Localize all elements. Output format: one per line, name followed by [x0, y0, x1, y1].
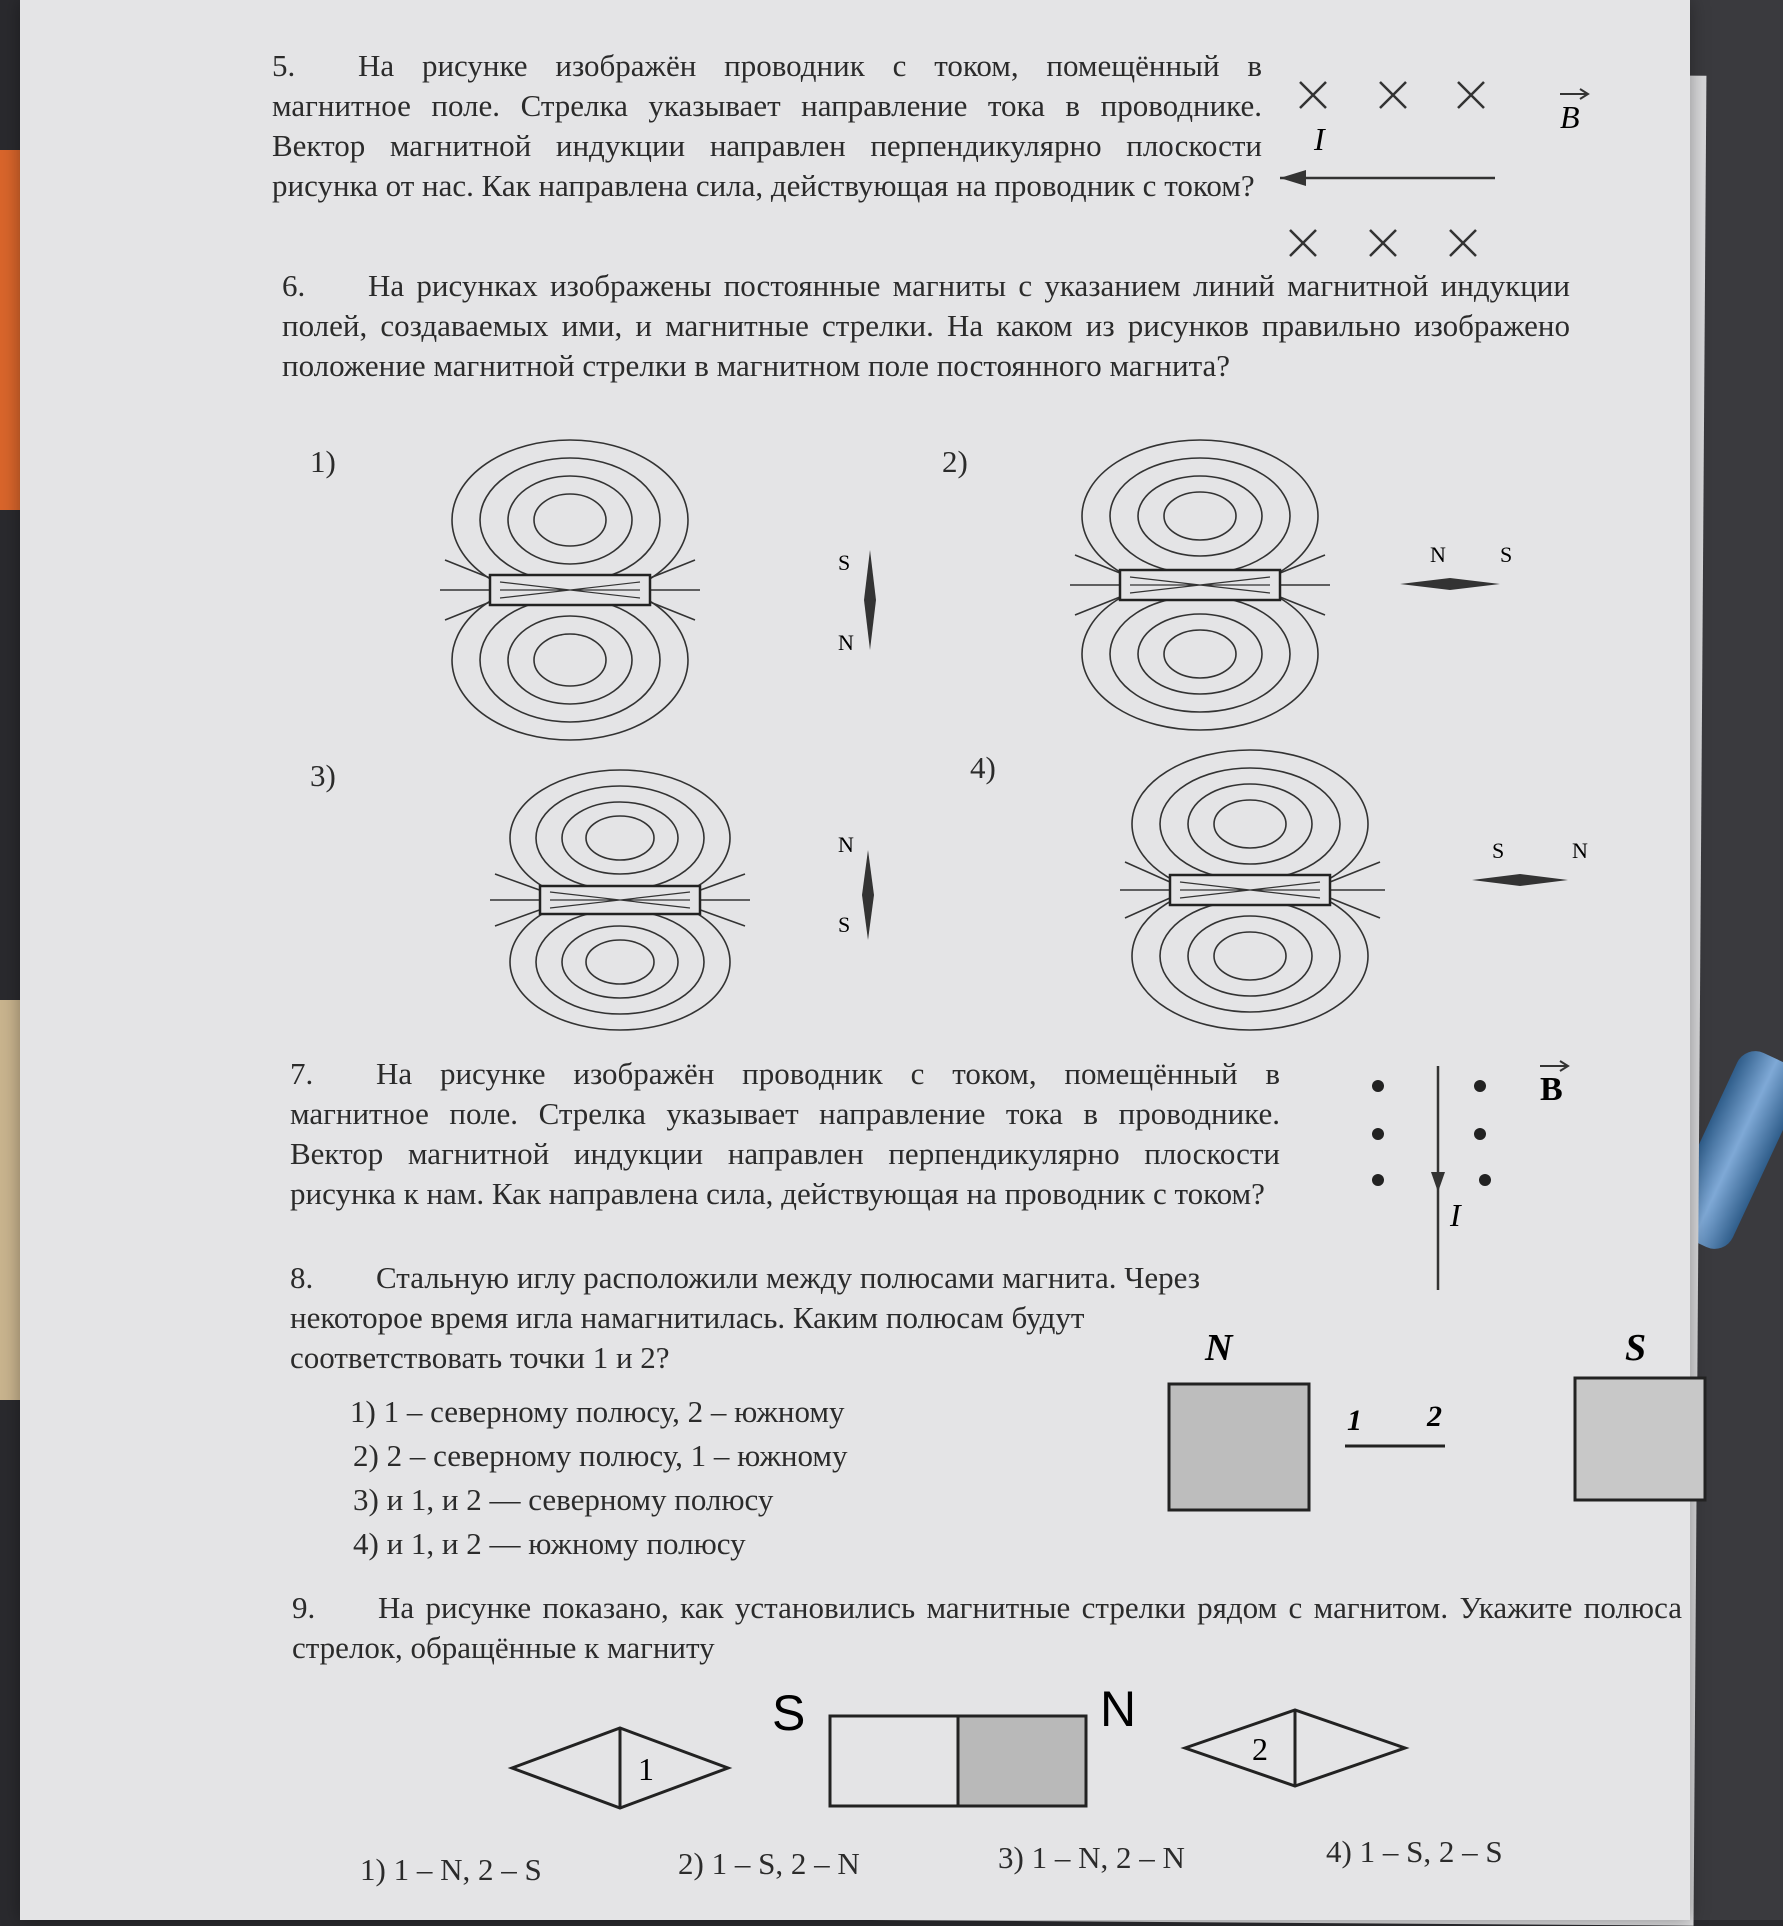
needle-pole-label: N [838, 832, 854, 857]
needle-pole-label: S [838, 550, 851, 575]
figure-2-magnet-field [1070, 440, 1550, 730]
needle-label: 2 [1252, 1731, 1268, 1767]
figure-1-label: 1) [310, 444, 336, 479]
magnet-pole-label: N [1100, 1681, 1137, 1737]
question-number: 7. [290, 1056, 314, 1091]
figure-4-label: 4) [970, 750, 996, 785]
point-label: 2 [1427, 1400, 1442, 1433]
question-text: Стальную иглу расположили между полюсами магнита. Через некоторое время игла намагнитилась. Каким полюсам будут соответствовать точки 1 и 2? [290, 1260, 1201, 1375]
magnet-pole-label: S [772, 1685, 806, 1741]
current-label: I [1450, 1197, 1461, 1233]
figure-2-label: 2) [942, 444, 968, 479]
cross-mark [1370, 230, 1396, 256]
point-label: 1 [1347, 1404, 1362, 1437]
q8-option-2: 2) 2 – северному полюсу, 1 – южному [353, 1438, 848, 1473]
magnet-south-half [830, 1716, 958, 1806]
question-5 [272, 46, 1262, 206]
needle-pole-label: S [1492, 838, 1505, 863]
magnet-south [1575, 1378, 1705, 1500]
cross-mark [1450, 230, 1476, 256]
current-arrow-icon [1280, 170, 1306, 186]
needle-pole-label: S [1500, 542, 1513, 567]
needle-label: 1 [638, 1751, 654, 1787]
figure-3-label: 3) [310, 758, 336, 793]
magnet-north-half [958, 1716, 1086, 1806]
worksheet-page [20, 0, 1690, 1920]
needle-pole-label: N [838, 630, 854, 655]
needle-pole-label: N [1572, 838, 1588, 863]
compass-needle [1400, 578, 1500, 590]
magnet-north [1169, 1384, 1309, 1510]
q9-option-4: 4) 1 – S, 2 – S [1326, 1834, 1503, 1869]
question-number: 5. [272, 48, 296, 83]
vector-arrow-icon [1560, 89, 1588, 99]
compass-needle [862, 850, 874, 940]
q9-option-1: 1) 1 – N, 2 – S [360, 1852, 542, 1887]
q9-diagram [500, 1680, 1620, 1830]
vector-arrow-icon [1540, 1061, 1568, 1071]
question-9 [292, 1588, 1682, 1668]
cross-mark [1458, 82, 1484, 108]
field-crosses [1280, 82, 1495, 256]
q9-option-2: 2) 1 – S, 2 – N [678, 1846, 860, 1881]
field-label: B [1540, 1071, 1563, 1108]
current-label: I [1314, 121, 1325, 157]
q8-option-3: 3) и 1, и 2 — северному полюсу [353, 1482, 774, 1517]
q8-option-1: 1) 1 – северному полюсу, 2 – южному [350, 1394, 845, 1429]
question-number: 9. [292, 1590, 316, 1625]
question-number: 6. [282, 268, 306, 303]
needle-pole-label: S [838, 912, 851, 937]
q5-diagram [1270, 70, 1610, 270]
figure-3-magnet-field [490, 770, 910, 1030]
field-label: B [1560, 99, 1580, 135]
figure-1-magnet-field [440, 440, 880, 740]
field-dots [1372, 1080, 1491, 1186]
needle-pole-label: N [1430, 542, 1446, 567]
figure-4-magnet-field [1100, 750, 1600, 1030]
compass-needle [864, 550, 876, 650]
current-arrow-icon [1431, 1172, 1445, 1192]
cross-mark [1290, 230, 1316, 256]
q9-option-3: 3) 1 – N, 2 – N [998, 1840, 1185, 1875]
q8-diagram [1155, 1320, 1715, 1520]
question-7 [290, 1054, 1280, 1214]
question-text: На рисунках изображены постоянные магниты с указанием линий магнитной индукции полей, создаваемых ими, и магнитные стрелки. На каком из рисунков правильно изображено положение магнитной стрелки в магнитном поле постоянного магнита? [282, 268, 1570, 383]
magnet-pole-label: S [1625, 1327, 1647, 1369]
question-text: На рисунке изображён проводник с током, помещённый в магнитное поле. Стрелка указывает направление тока в проводнике. Вектор магнитной индукции направлен перпендикулярно плоскости рисунка от нас. Как направлена сила, действующая на проводник с током? [272, 48, 1262, 203]
cross-mark [1380, 82, 1406, 108]
compass-needle [1472, 874, 1568, 886]
magnet-pole-label: N [1205, 1327, 1233, 1369]
cross-mark [1300, 82, 1326, 108]
q7-diagram [1340, 1060, 1600, 1300]
question-6 [282, 266, 1570, 386]
question-8 [290, 1258, 1280, 1378]
question-text: На рисунке изображён проводник с током, помещённый в магнитное поле. Стрелка указывает направление тока в проводнике. Вектор магнитной индукции направлен перпендикулярно плоскости рисунка к нам. Как направлена сила, действующая на проводник с током? [290, 1056, 1280, 1211]
question-number: 8. [290, 1260, 314, 1295]
q8-option-4: 4) и 1, и 2 — южному полюсу [353, 1526, 746, 1561]
question-text: На рисунке показано, как установились магнитные стрелки рядом с магнитом. Укажите полюса стрелок, обращённые к магниту [292, 1590, 1682, 1665]
